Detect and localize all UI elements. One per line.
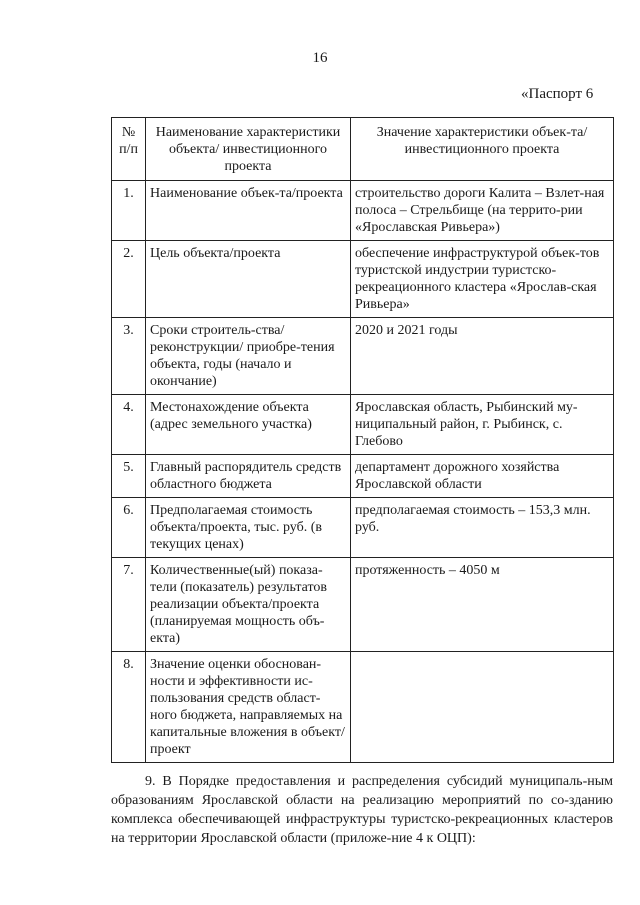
row-value: строительство дороги Калита – Взлет-ная полоса – Стрельбище (на террито-рии «Ярославская Ривьера»)	[351, 181, 614, 241]
row-value: департамент дорожного хозяйства Ярославской области	[351, 455, 614, 498]
row-name: Местонахождение объекта (адрес земельного участка)	[146, 395, 351, 455]
passport-title: «Паспорт 6	[521, 86, 594, 102]
row-number: 7.	[112, 558, 146, 652]
table-row	[112, 558, 614, 652]
row-name: Количественные(ый) показа-тели (показатель) результатов реализации объекта/проекта (планируемая мощность объ-екта)	[146, 558, 351, 652]
table-header-row	[112, 118, 614, 181]
paragraph-9: 9. В Порядке предоставления и распределения субсидий муниципаль-ным образованиям Ярославской области на реализацию мероприятий по со-зданию комплекса обеспечивающей инфраструктуры туристско-рекреационных кластеров на территории Ярославской области (приложе-ние 4 к ОЦП):	[111, 774, 613, 846]
row-value: Ярославская область, Рыбинский му-ниципальный район, г. Рыбинск, с. Глебово	[351, 395, 614, 455]
header-number: № п/п	[112, 118, 146, 181]
table-row	[112, 181, 614, 241]
row-name: Цель объекта/проекта	[146, 241, 351, 318]
row-name: Главный распорядитель средств областного бюджета	[146, 455, 351, 498]
row-name: Сроки строитель-ства/реконструкции/ приобре-тения объекта, годы (начало и окончание)	[146, 318, 351, 395]
row-name: Наименование объек-та/проекта	[146, 181, 351, 241]
table-row	[112, 455, 614, 498]
row-value: протяженность – 4050 м	[351, 558, 614, 652]
table-row	[112, 318, 614, 395]
row-name: Предполагаемая стоимость объекта/проекта, тыс. руб. (в текущих ценах)	[146, 498, 351, 558]
row-number: 5.	[112, 455, 146, 498]
row-number: 3.	[112, 318, 146, 395]
page-number: 16	[312, 50, 328, 66]
table-row	[112, 241, 614, 318]
header-characteristic-value: Значение характеристики объек-та/инвестиционного проекта	[351, 118, 614, 181]
passport-table	[111, 117, 614, 763]
row-number: 2.	[112, 241, 146, 318]
row-number: 1.	[112, 181, 146, 241]
table-row	[112, 498, 614, 558]
table-row	[112, 652, 614, 763]
row-value	[351, 652, 614, 763]
row-value: предполагаемая стоимость – 153,3 млн. руб.	[351, 498, 614, 558]
table-row	[112, 395, 614, 455]
row-value: обеспечение инфраструктурой объек-тов туристской индустрии туристско-рекреационного кластера «Ярослав-ская Ривьера»	[351, 241, 614, 318]
header-characteristic-name: Наименование характеристики объекта/ инвестиционного проекта	[146, 118, 351, 181]
row-value: 2020 и 2021 годы	[351, 318, 614, 395]
row-number: 6.	[112, 498, 146, 558]
row-number: 4.	[112, 395, 146, 455]
row-name: Значение оценки обоснован-ности и эффективности ис-пользования средств област-ного бюджета, направляемых на капитальные вложения в объект/проект	[146, 652, 351, 763]
row-number: 8.	[112, 652, 146, 763]
